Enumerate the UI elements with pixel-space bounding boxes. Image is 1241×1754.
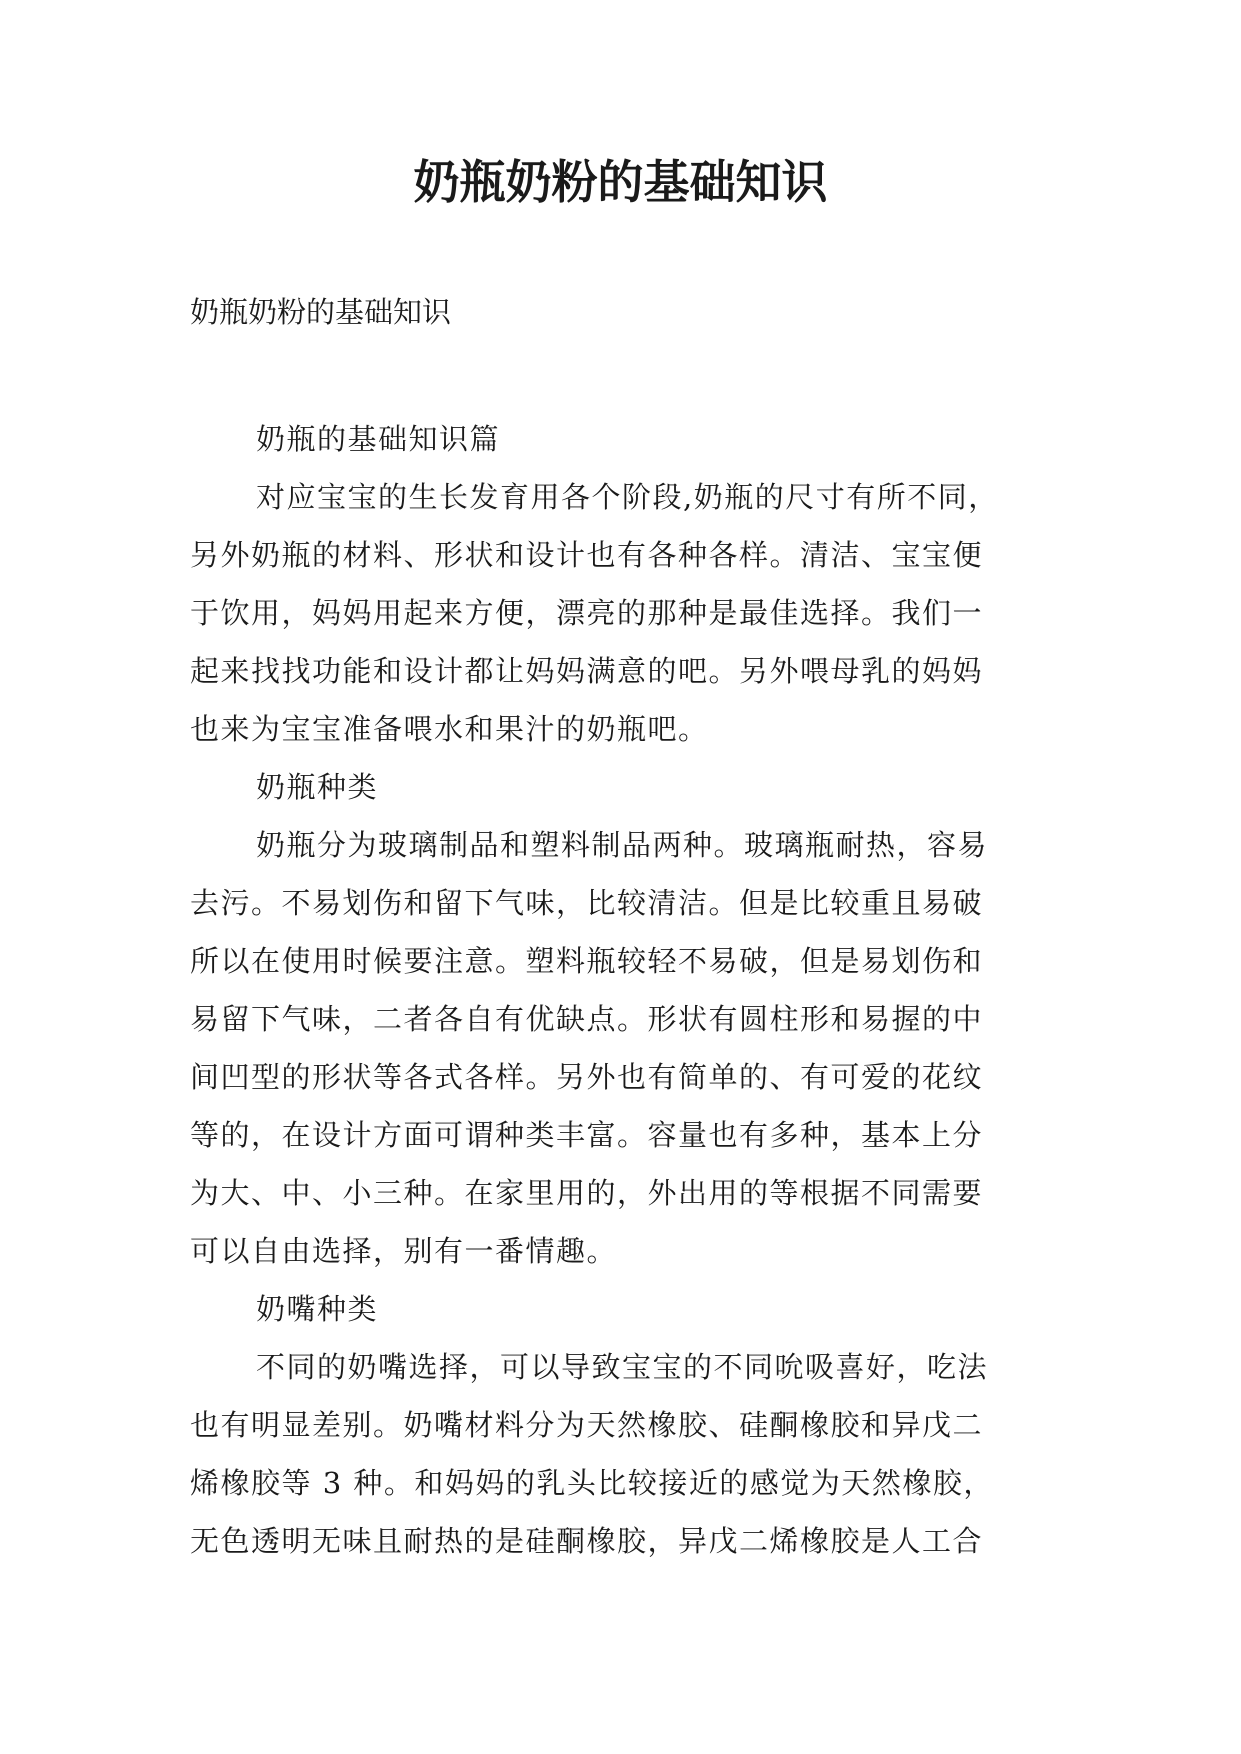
paragraph-line: 等的，在设计方面可谓种类丰富。容量也有多种，基本上分 (190, 1118, 984, 1152)
document-subtitle: 奶瓶奶粉的基础知识 (190, 295, 452, 329)
paragraph-line: 烯橡胶等 3 种。和妈妈的乳头比较接近的感觉为天然橡胶， (190, 1466, 994, 1500)
document-title: 奶瓶奶粉的基础知识 (413, 155, 828, 209)
paragraph-line: 不同的奶嘴选择，可以导致宝宝的不同吮吸喜好，吃法 (256, 1350, 989, 1384)
paragraph-line: 也有明显差别。奶嘴材料分为天然橡胶、硅酮橡胶和异戊二 (190, 1408, 984, 1442)
paragraph-line: 也来为宝宝准备喂水和果汁的奶瓶吧。 (190, 712, 709, 746)
paragraph-line: 奶瓶分为玻璃制品和塑料制品两种。玻璃瓶耐热，容易 (256, 828, 989, 862)
paragraph-line: 于饮用，妈妈用起来方便，漂亮的那种是最佳选择。我们一 (190, 596, 984, 630)
paragraph-line: 间凹型的形状等各式各样。另外也有简单的、有可爱的花纹 (190, 1060, 984, 1094)
paragraph-line: 起来找找功能和设计都让妈妈满意的吧。另外喂母乳的妈妈 (190, 654, 984, 688)
section-heading: 奶瓶种类 (256, 770, 379, 804)
paragraph-line: 易留下气味，二者各自有优缺点。形状有圆柱形和易握的中 (190, 1002, 984, 1036)
paragraph-line: 对应宝宝的生长发育用各个阶段,奶瓶的尺寸有所不同， (256, 480, 999, 514)
paragraph-line: 无色透明无味且耐热的是硅酮橡胶，异戊二烯橡胶是人工合 (190, 1524, 984, 1558)
paragraph-line: 为大、中、小三种。在家里用的，外出用的等根据不同需要 (190, 1176, 984, 1210)
section-heading: 奶嘴种类 (256, 1292, 379, 1326)
paragraph-line: 可以自由选择，别有一番情趣。 (190, 1234, 618, 1268)
paragraph-line: 所以在使用时候要注意。塑料瓶较轻不易破，但是易划伤和 (190, 944, 984, 978)
document-body (190, 410, 1052, 1570)
paragraph-line: 另外奶瓶的材料、形状和设计也有各种各样。清洁、宝宝便 (190, 538, 984, 572)
paragraph-line: 去污。不易划伤和留下气味，比较清洁。但是比较重且易破 (190, 886, 984, 920)
section-heading: 奶瓶的基础知识篇 (256, 422, 501, 456)
